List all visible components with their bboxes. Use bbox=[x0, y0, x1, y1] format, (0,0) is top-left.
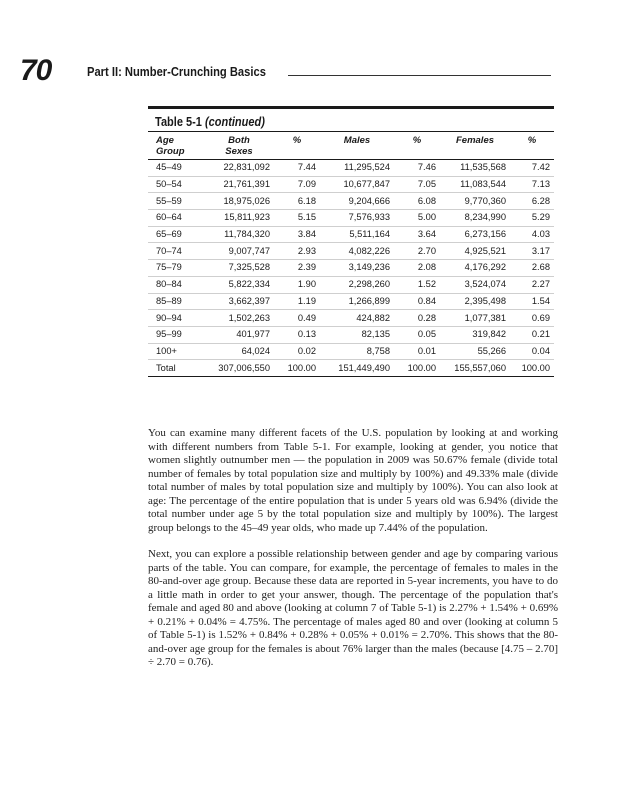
value-cell: 4,925,521 bbox=[440, 243, 510, 260]
age-group-cell: 80–84 bbox=[148, 276, 204, 293]
value-cell: 100.00 bbox=[394, 360, 440, 377]
column-header bbox=[440, 132, 510, 160]
value-cell: 3.17 bbox=[510, 243, 554, 260]
table-caption bbox=[148, 109, 505, 131]
value-cell: 15,811,923 bbox=[204, 210, 274, 227]
table-row bbox=[148, 343, 554, 360]
value-cell: 4,176,292 bbox=[440, 260, 510, 277]
value-cell: 22,831,092 bbox=[204, 160, 274, 177]
value-cell: 3.84 bbox=[274, 226, 320, 243]
table-title-suffix: (continued) bbox=[204, 115, 265, 129]
value-cell: 5.29 bbox=[510, 210, 554, 227]
value-cell: 11,295,524 bbox=[320, 160, 394, 177]
body-paragraph: Next, you can explore a possible relationship between gender and age by comparing various parts of the table. You can compare, for example, the percentage of females to males in the 80-and-over age group. Because these data are reported in 5-year increments, you have to do a little math in order to get your answer, though. The percentage of the population that's female and aged 80 and above (looking at column 7 of Table 5-1) is 2.27% + 1.54% + 0.69% + 0.21% + 0.04% = 4.75%. The percentage of males aged 80 and over (looking at column 5 of Table 5-1) is 1.52% + 0.84% + 0.28% + 0.05% + 0.01% = 2.70%. This shows that the 80-and-over age group for the females is about 76% larger than the males (because [4.75 – 2.70] ÷ 2.70 = 0.76). bbox=[148, 548, 558, 668]
value-cell: 7.42 bbox=[510, 160, 554, 177]
value-cell: 6.18 bbox=[274, 193, 320, 210]
value-cell: 7.05 bbox=[394, 176, 440, 193]
table-title: Table 5-1 bbox=[155, 115, 202, 129]
value-cell: 1.52 bbox=[394, 276, 440, 293]
column-header-line1: % bbox=[292, 135, 302, 146]
age-group-cell: 65–69 bbox=[148, 226, 204, 243]
running-head-title: Part II: Number-Crunching Basics bbox=[87, 64, 266, 79]
value-cell: 4.03 bbox=[510, 226, 554, 243]
value-cell: 7.13 bbox=[510, 176, 554, 193]
value-cell: 0.04 bbox=[510, 343, 554, 360]
value-cell: 7.46 bbox=[394, 160, 440, 177]
value-cell: 0.28 bbox=[394, 310, 440, 327]
value-cell: 7,576,933 bbox=[320, 210, 394, 227]
age-group-cell: 100+ bbox=[148, 343, 204, 360]
value-cell: 55,266 bbox=[440, 343, 510, 360]
value-cell: 307,006,550 bbox=[204, 360, 274, 377]
table-row bbox=[148, 260, 554, 277]
value-cell: 1,502,263 bbox=[204, 310, 274, 327]
table-row bbox=[148, 193, 554, 210]
table-row bbox=[148, 176, 554, 193]
value-cell: 0.01 bbox=[394, 343, 440, 360]
value-cell: 7,325,528 bbox=[204, 260, 274, 277]
column-header-line1: % bbox=[527, 135, 537, 146]
value-cell: 21,761,391 bbox=[204, 176, 274, 193]
value-cell: 100.00 bbox=[274, 360, 320, 377]
value-cell: 1,266,899 bbox=[320, 293, 394, 310]
value-cell: 82,135 bbox=[320, 326, 394, 343]
table-total-row bbox=[148, 360, 554, 377]
column-header bbox=[394, 132, 440, 160]
value-cell: 424,882 bbox=[320, 310, 394, 327]
column-header bbox=[204, 132, 274, 160]
value-cell: 5,822,334 bbox=[204, 276, 274, 293]
column-header-line2: Sexes bbox=[225, 146, 253, 157]
value-cell: 2.93 bbox=[274, 243, 320, 260]
table-body bbox=[148, 160, 554, 377]
value-cell: 7.44 bbox=[274, 160, 320, 177]
table-row bbox=[148, 160, 554, 177]
value-cell: 11,083,544 bbox=[440, 176, 510, 193]
table-row bbox=[148, 310, 554, 327]
value-cell: 11,535,568 bbox=[440, 160, 510, 177]
population-table bbox=[148, 131, 554, 377]
column-header bbox=[148, 132, 204, 160]
value-cell: 3,149,236 bbox=[320, 260, 394, 277]
value-cell: 0.05 bbox=[394, 326, 440, 343]
age-group-cell: 60–64 bbox=[148, 210, 204, 227]
value-cell: 9,007,747 bbox=[204, 243, 274, 260]
body-paragraph: You can examine many different facets of the U.S. population by looking at and working with different numbers from Table 5-1. For example, looking at gender, you notice that women slightly outnumber men — the population in 2009 was 50.67% female (divide total number of females by total population size and multiply by 100%) and 49.33% male (divide total number of males by total population size and multiply by 100%). You can also look at age: The percentage of the entire population that is under 5 years old was 6.94% (divide the total number under age 5 by the total population size and multiply by 100%). The largest group belongs to the 45–49 year olds, who made up 7.44% of the population. bbox=[148, 427, 558, 534]
value-cell: 9,204,666 bbox=[320, 193, 394, 210]
value-cell: 2,298,260 bbox=[320, 276, 394, 293]
value-cell: 2.27 bbox=[510, 276, 554, 293]
value-cell: 100.00 bbox=[510, 360, 554, 377]
value-cell: 0.49 bbox=[274, 310, 320, 327]
age-group-cell: 75–79 bbox=[148, 260, 204, 277]
column-header-line1: Age bbox=[156, 135, 174, 146]
value-cell: 6,273,156 bbox=[440, 226, 510, 243]
page-number: 70 bbox=[20, 54, 52, 87]
age-group-cell: 45–49 bbox=[148, 160, 204, 177]
value-cell: 1.19 bbox=[274, 293, 320, 310]
value-cell: 8,758 bbox=[320, 343, 394, 360]
column-header bbox=[320, 132, 394, 160]
table-row bbox=[148, 210, 554, 227]
age-group-cell: Total bbox=[148, 360, 204, 377]
value-cell: 151,449,490 bbox=[320, 360, 394, 377]
age-group-cell: 85–89 bbox=[148, 293, 204, 310]
value-cell: 6.08 bbox=[394, 193, 440, 210]
table-row bbox=[148, 226, 554, 243]
running-head-rule bbox=[288, 75, 551, 76]
value-cell: 0.84 bbox=[394, 293, 440, 310]
value-cell: 1.90 bbox=[274, 276, 320, 293]
column-header-line1: Both bbox=[228, 135, 250, 146]
body-text bbox=[148, 427, 558, 683]
value-cell: 64,024 bbox=[204, 343, 274, 360]
column-header-line1: Females bbox=[455, 135, 495, 146]
value-cell: 1.54 bbox=[510, 293, 554, 310]
value-cell: 9,770,360 bbox=[440, 193, 510, 210]
table-row bbox=[148, 293, 554, 310]
table-row bbox=[148, 243, 554, 260]
value-cell: 2.08 bbox=[394, 260, 440, 277]
value-cell: 155,557,060 bbox=[440, 360, 510, 377]
value-cell: 401,977 bbox=[204, 326, 274, 343]
value-cell: 7.09 bbox=[274, 176, 320, 193]
value-cell: 0.13 bbox=[274, 326, 320, 343]
value-cell: 3,662,397 bbox=[204, 293, 274, 310]
column-header-line1: Males bbox=[343, 135, 371, 146]
table-header-row bbox=[148, 132, 554, 160]
value-cell: 319,842 bbox=[440, 326, 510, 343]
value-cell: 0.02 bbox=[274, 343, 320, 360]
value-cell: 5,511,164 bbox=[320, 226, 394, 243]
value-cell: 8,234,990 bbox=[440, 210, 510, 227]
value-cell: 11,784,320 bbox=[204, 226, 274, 243]
value-cell: 2.70 bbox=[394, 243, 440, 260]
table-row bbox=[148, 276, 554, 293]
column-header-line1: % bbox=[412, 135, 422, 146]
value-cell: 2.39 bbox=[274, 260, 320, 277]
column-header-line2: Group bbox=[156, 146, 185, 157]
value-cell: 1,077,381 bbox=[440, 310, 510, 327]
value-cell: 6.28 bbox=[510, 193, 554, 210]
value-cell: 5.15 bbox=[274, 210, 320, 227]
age-group-cell: 50–54 bbox=[148, 176, 204, 193]
column-header bbox=[510, 132, 554, 160]
value-cell: 2,395,498 bbox=[440, 293, 510, 310]
value-cell: 0.21 bbox=[510, 326, 554, 343]
age-group-cell: 55–59 bbox=[148, 193, 204, 210]
value-cell: 5.00 bbox=[394, 210, 440, 227]
table-row bbox=[148, 326, 554, 343]
value-cell: 4,082,226 bbox=[320, 243, 394, 260]
value-cell: 3,524,074 bbox=[440, 276, 510, 293]
age-group-cell: 70–74 bbox=[148, 243, 204, 260]
value-cell: 10,677,847 bbox=[320, 176, 394, 193]
value-cell: 0.69 bbox=[510, 310, 554, 327]
age-group-cell: 90–94 bbox=[148, 310, 204, 327]
value-cell: 3.64 bbox=[394, 226, 440, 243]
value-cell: 2.68 bbox=[510, 260, 554, 277]
age-group-cell: 95–99 bbox=[148, 326, 204, 343]
column-header bbox=[274, 132, 320, 160]
table-5-1 bbox=[148, 106, 554, 377]
value-cell: 18,975,026 bbox=[204, 193, 274, 210]
